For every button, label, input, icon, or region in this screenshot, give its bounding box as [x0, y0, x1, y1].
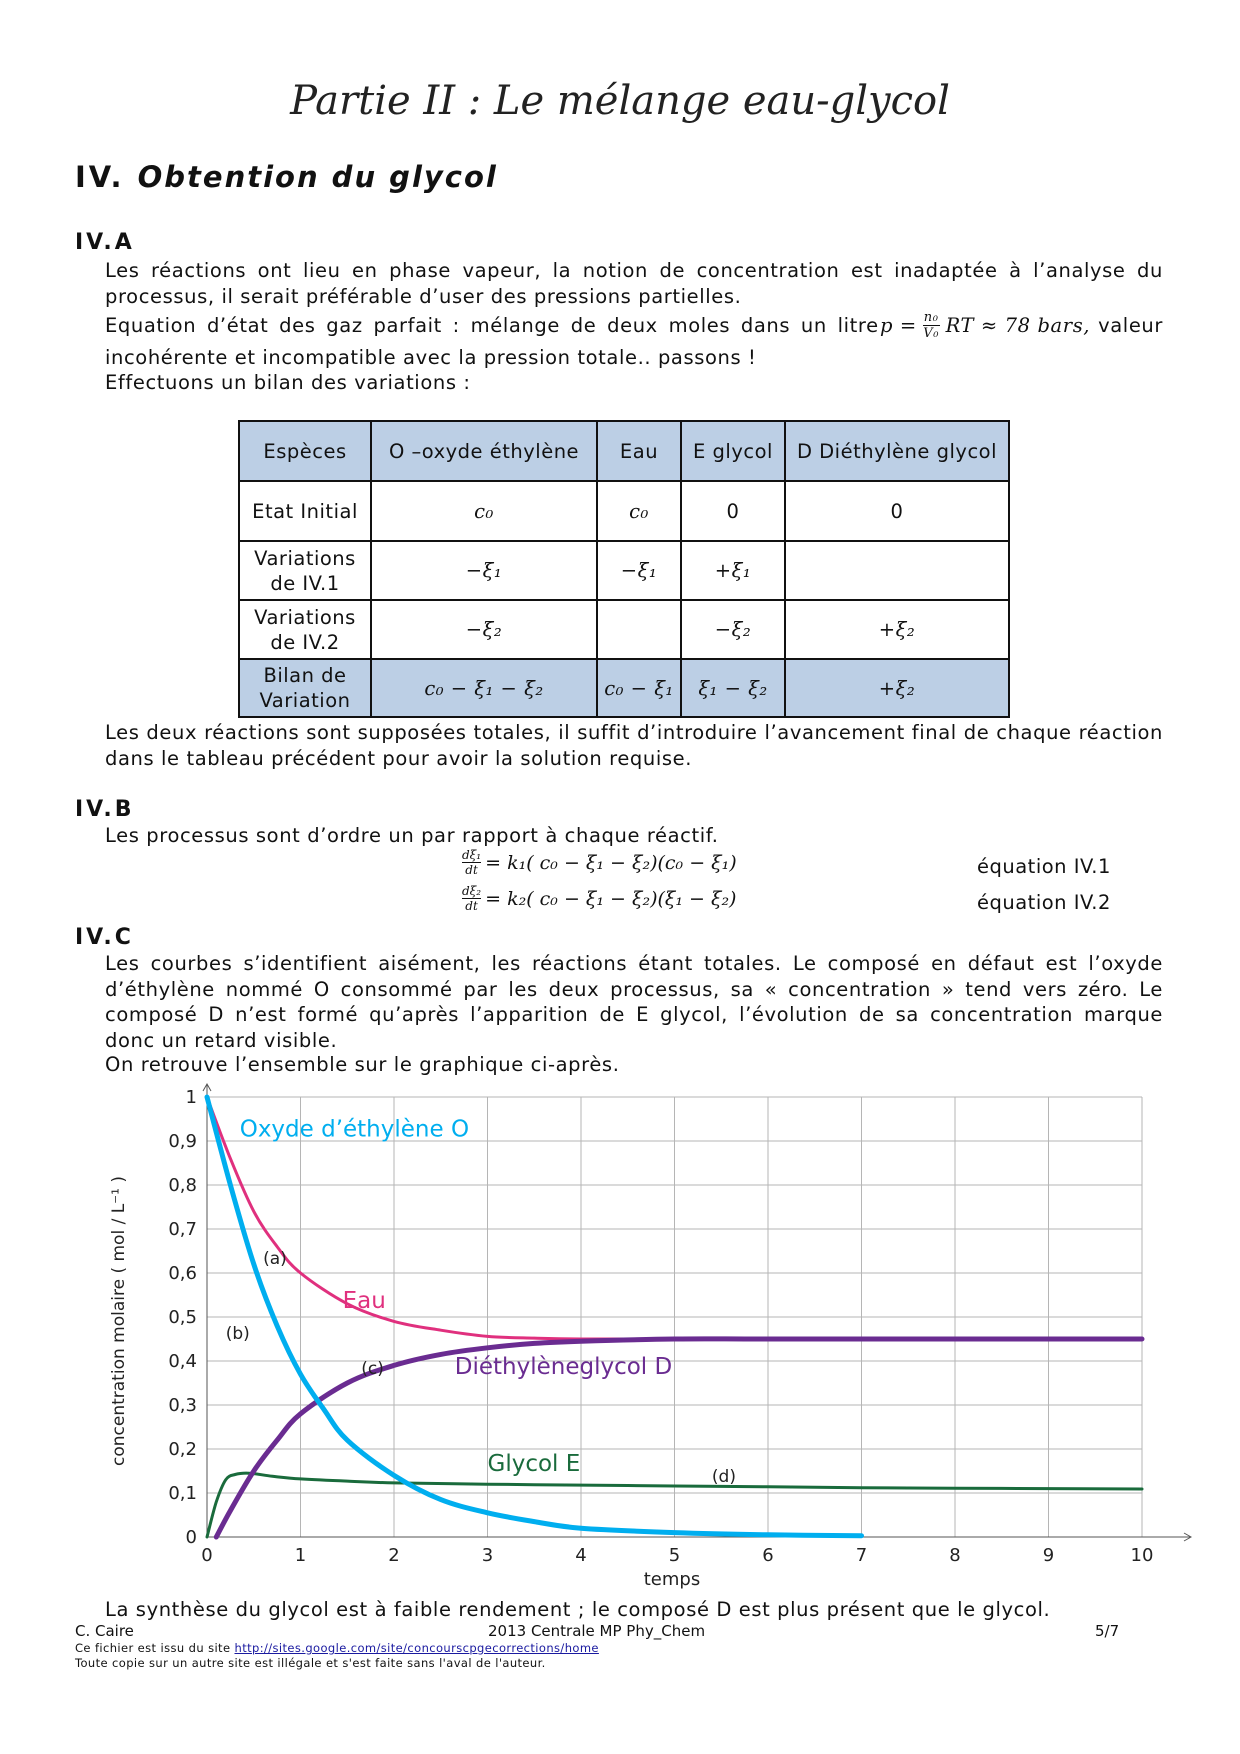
y-tick-label: 0,4	[168, 1351, 197, 1372]
table-cell: +ξ₂	[785, 600, 1009, 659]
table-row	[239, 541, 1009, 600]
table-header-cell: E glycol	[681, 421, 785, 481]
x-tick-label: 8	[949, 1545, 961, 1566]
curve-annotation: (d)	[711, 1467, 736, 1487]
fraction-denominator: V₀	[923, 326, 940, 341]
y-tick-label: 0,5	[168, 1307, 197, 1328]
series-label-oxyde: Oxyde d’éthylène O	[239, 1116, 470, 1143]
ivc-paragraph-1: Les courbes s’identifient aisément, les réactions étant totales. Le composé en défaut est l’oxyde d’éthylène nommé O consommé par les deux processus, sa « concentration » tend vers zéro. Le composé D n’est formé qu’après l’apparition de E glycol, l’évolution de sa concentration marque donc un retard visible.	[105, 952, 1163, 1052]
row-label: Variations de IV.1	[239, 541, 371, 600]
eq2-numerator: dξ₂	[462, 884, 482, 898]
table-header-cell: O –oxyde éthylène	[371, 421, 597, 481]
table-cell: ξ₁ − ξ₂	[681, 659, 785, 717]
variation-table	[238, 420, 1010, 718]
footer-center: 2013 Centrale MP Phy_Chem	[488, 1622, 706, 1640]
footer-source-line	[75, 1641, 599, 1655]
row-label: Etat Initial	[239, 481, 371, 541]
curve-annotation: (b)	[225, 1324, 250, 1344]
table-cell: c₀	[371, 481, 597, 541]
table-cell: 0	[785, 481, 1009, 541]
pressure-formula-rest: RT ≈ 78 bars,	[945, 314, 1091, 337]
eq2-denominator: dt	[465, 899, 478, 913]
heading-ivb: IV.B	[75, 797, 135, 822]
series-line-diethyleneglycol	[216, 1339, 1142, 1537]
table-cell: −ξ₁	[597, 541, 681, 600]
iva-paragraph-5: Les deux réactions sont supposées totales, il suffit d’introduire l’avancement final de chaque réaction dans le tableau précédent pour avoir la solution requise.	[105, 721, 1163, 770]
x-tick-label: 3	[481, 1545, 494, 1566]
heading-ivc: IV.C	[75, 925, 134, 950]
ivc-paragraph-3: La synthèse du glycol est à faible rendement ; le composé D est plus présent que le glycol.	[105, 1598, 1051, 1621]
y-axis-label: concentration molaire ( mol / L⁻¹ )	[109, 1176, 129, 1466]
iva-paragraph-3: incohérente et incompatible avec la pression totale.. passons !	[105, 346, 757, 369]
table-cell	[597, 600, 681, 659]
table-row	[239, 481, 1009, 541]
eq1-denominator: dt	[465, 863, 478, 877]
x-tick-label: 4	[575, 1545, 587, 1566]
iva-paragraph-2	[105, 310, 1163, 341]
row-label: Variations de IV.2	[239, 600, 371, 659]
iva-p2-text: Equation d’état des gaz parfait : mélange de deux moles dans un litre	[105, 314, 879, 337]
table-row-bilan	[239, 659, 1009, 717]
iva-paragraph-1: Les réactions ont lieu en phase vapeur, la notion de concentration est inadaptée à l’analyse du processus, il serait préférable d’user des pressions partielles.	[105, 259, 1163, 308]
part-title: Partie II : Le mélange eau-glycol	[290, 78, 950, 124]
table-cell: 0	[681, 481, 785, 541]
eq1-numerator: dξ₁	[462, 848, 482, 862]
section-number: IV.	[75, 160, 125, 194]
eq2-fraction	[462, 884, 481, 913]
y-tick-label: 0,2	[168, 1439, 197, 1460]
y-tick-label: 0,1	[168, 1483, 197, 1504]
y-tick-label: 1	[185, 1087, 197, 1108]
ivc-paragraph-2: On retrouve l’ensemble sur le graphique ci-après.	[105, 1053, 620, 1076]
x-tick-label: 5	[668, 1545, 681, 1566]
table-header-cell: Eau	[597, 421, 681, 481]
table-cell: c₀	[597, 481, 681, 541]
concentration-chart	[0, 1075, 1240, 1595]
chart-tick-labels	[168, 1087, 1153, 1566]
table-cell: c₀ − ξ₁	[597, 659, 681, 717]
table-header-row	[239, 421, 1009, 481]
y-tick-label: 0,6	[168, 1263, 197, 1284]
row-label: Bilan de Variation	[239, 659, 371, 717]
eq1-label: équation IV.1	[977, 855, 1111, 878]
series-label-eau: Eau	[342, 1288, 386, 1315]
iva-paragraph-4: Effectuons un bilan des variations :	[105, 371, 471, 394]
y-tick-label: 0,9	[168, 1131, 197, 1152]
x-tick-label: 7	[855, 1545, 868, 1566]
equation-2	[462, 884, 736, 913]
table-cell: −ξ₂	[681, 600, 785, 659]
pressure-fraction	[923, 310, 940, 341]
footer-page: 5/7	[1095, 1622, 1120, 1640]
x-tick-label: 10	[1130, 1545, 1154, 1566]
table-cell: −ξ₁	[371, 541, 597, 600]
eq1-rhs: = k₁( c₀ − ξ₁ − ξ₂)(c₀ − ξ₁)	[485, 851, 737, 874]
section-heading	[75, 160, 498, 194]
fraction-numerator: n₀	[923, 310, 939, 325]
ivb-paragraph-1: Les processus sont d’ordre un par rapport à chaque réactif.	[105, 824, 719, 847]
eq1-fraction	[462, 848, 481, 877]
curve-annotation: (a)	[263, 1249, 287, 1270]
curve-annotation: (c)	[361, 1359, 384, 1380]
x-tick-label: 2	[388, 1545, 400, 1566]
table-header-cell: D Diéthylène glycol	[785, 421, 1009, 481]
table-cell	[785, 541, 1009, 600]
x-tick-label: 1	[294, 1545, 307, 1566]
x-tick-label: 6	[762, 1545, 774, 1566]
pressure-formula-p: p =	[879, 314, 917, 337]
table-cell: +ξ₁	[681, 541, 785, 600]
equation-1	[462, 848, 737, 877]
y-tick-label: 0,8	[168, 1175, 197, 1196]
table-cell: c₀ − ξ₁ − ξ₂	[371, 659, 597, 717]
table-header-cell: Espèces	[239, 421, 371, 481]
section-title: Obtention du glycol	[137, 160, 498, 194]
y-tick-label: 0,3	[168, 1395, 197, 1416]
iva-p2-after: valeur	[1098, 314, 1163, 337]
eq2-rhs: = k₂( c₀ − ξ₁ − ξ₂)(ξ₁ − ξ₂)	[485, 887, 737, 910]
x-axis-label: temps	[643, 1569, 701, 1590]
chart-labels	[226, 1117, 736, 1487]
footer-source-text: Ce fichier est issu du site	[75, 1641, 231, 1655]
eq2-label: équation IV.2	[977, 891, 1111, 914]
footer-source-link[interactable]: http://sites.google.com/site/concourscpgecorrections/home	[234, 1641, 599, 1655]
table-cell: +ξ₂	[785, 659, 1009, 717]
x-tick-label: 0	[201, 1545, 213, 1566]
x-tick-label: 9	[1042, 1545, 1055, 1566]
chart-grid	[207, 1097, 1142, 1537]
footer-copyright: Toute copie sur un autre site est illégale et s'est faite sans l'aval de l'auteur.	[75, 1656, 546, 1670]
footer-author: C. Caire	[75, 1622, 134, 1640]
series-label-diethylene: Diéthylèneglycol D	[454, 1354, 673, 1381]
table-row	[239, 600, 1009, 659]
y-tick-label: 0	[185, 1527, 197, 1548]
heading-iva: IV.A	[75, 230, 135, 255]
y-tick-label: 0,7	[168, 1219, 197, 1240]
series-label-glycol: Glycol E	[487, 1451, 581, 1477]
table-cell: −ξ₂	[371, 600, 597, 659]
